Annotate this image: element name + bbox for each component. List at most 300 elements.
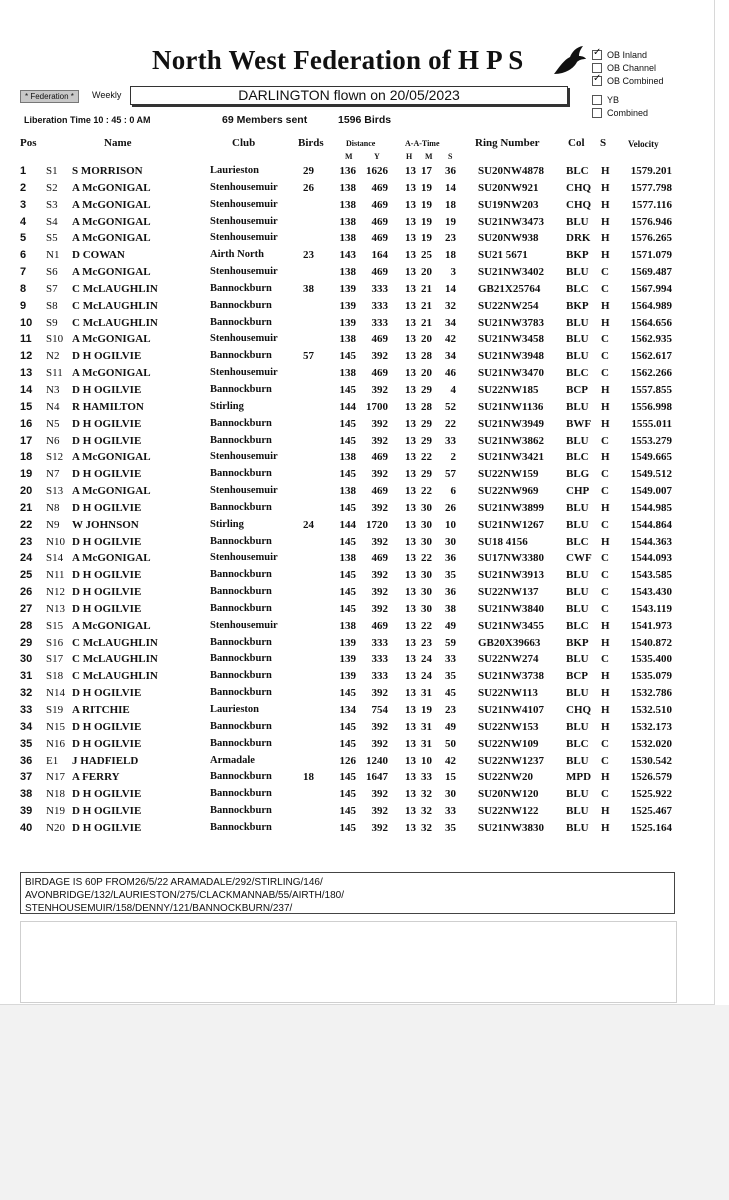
cell-fancier-name: D H OGILVIE	[72, 535, 142, 548]
cell-time-m: 20	[421, 333, 432, 346]
cell-club: Bannockburn	[210, 653, 272, 665]
cell-club: Stenhousemuir	[210, 181, 278, 193]
cell-time-h: 13	[405, 266, 416, 279]
cell-fancier-name: D H OGILVIE	[72, 821, 142, 834]
col-header-ring: Ring Number	[475, 137, 540, 149]
cell-velocity: 1543.119	[631, 602, 672, 615]
cell-velocity: 1576.946	[630, 215, 672, 228]
checkbox-icon	[592, 95, 602, 105]
cell-ring-number: SU21NW3473	[478, 215, 545, 228]
cell-time-m: 30	[421, 602, 432, 615]
cell-distance-yards: 392	[371, 788, 388, 801]
cell-time-s: 4	[450, 383, 456, 396]
cell-time-s: 23	[445, 232, 456, 245]
cell-distance-miles: 145	[339, 383, 356, 396]
cell-time-m: 22	[421, 552, 432, 565]
cell-distance-yards: 469	[371, 198, 388, 211]
cell-time-s: 36	[445, 165, 456, 177]
cell-distance-yards: 333	[371, 316, 388, 329]
cell-fancier-name: A FERRY	[72, 771, 120, 784]
cell-section-code: S18	[46, 670, 64, 683]
cell-pos: 9	[20, 299, 27, 312]
cell-velocity: 1569.487	[630, 266, 672, 279]
cell-distance-yards: 469	[371, 552, 388, 565]
cell-colour: BLU	[566, 501, 589, 514]
cell-time-m: 29	[421, 468, 432, 481]
cell-section-code: S15	[46, 619, 64, 632]
cell-distance-miles: 138	[339, 266, 356, 279]
cell-sex: C	[601, 266, 609, 279]
cell-time-s: 36	[445, 586, 456, 599]
cell-ring-number: SU21NW3948	[478, 350, 545, 363]
cell-time-m: 30	[421, 501, 432, 514]
cell-velocity: 1564.989	[630, 299, 672, 312]
cell-ring-number: SU22NW254	[478, 299, 539, 312]
col-header-col: Col	[568, 137, 585, 149]
cell-pos: 10	[20, 316, 33, 329]
cell-distance-miles: 145	[339, 350, 356, 363]
cell-pos: 20	[20, 485, 33, 498]
cell-birds: 38	[303, 282, 314, 295]
table-row	[0, 483, 714, 500]
table-row	[0, 365, 714, 382]
cell-sex: C	[601, 569, 609, 582]
cell-club: Laurieston	[210, 704, 260, 715]
cell-distance-yards: 469	[371, 333, 388, 346]
cell-ring-number: SU22NW153	[478, 720, 539, 733]
cell-sex: C	[601, 754, 609, 767]
cell-time-m: 21	[421, 316, 432, 329]
cell-distance-yards: 392	[371, 586, 388, 599]
cell-velocity: 1549.665	[630, 451, 672, 464]
cell-pos: 11	[20, 333, 32, 346]
cell-ring-number: SU21NW4107	[478, 704, 545, 716]
cell-distance-miles: 145	[339, 417, 356, 430]
cell-time-s: 32	[445, 299, 456, 312]
cell-time-s: 59	[445, 636, 456, 649]
cell-time-m: 32	[421, 821, 432, 834]
federation-tag: * Federation *	[20, 90, 79, 103]
cell-sex: C	[601, 434, 609, 447]
cell-pos: 36	[20, 754, 33, 767]
cell-time-h: 13	[405, 535, 416, 548]
cell-time-s: 35	[445, 821, 456, 834]
cell-distance-yards: 1647	[366, 771, 388, 784]
cell-section-code: N18	[46, 788, 65, 801]
cell-sex: H	[601, 165, 610, 177]
cell-ring-number: SU21 5671	[478, 249, 528, 262]
cell-colour: CWF	[566, 552, 592, 565]
cell-distance-yards: 469	[371, 451, 388, 464]
cell-ring-number: SU22NW122	[478, 805, 539, 818]
cell-time-s: 50	[445, 737, 456, 750]
table-row	[0, 550, 714, 567]
cell-section-code: N17	[46, 771, 65, 784]
table-row	[0, 517, 714, 534]
cell-velocity: 1544.363	[630, 535, 672, 548]
cell-distance-miles: 134	[339, 704, 356, 716]
cell-time-m: 21	[421, 299, 432, 312]
cell-time-m: 31	[421, 720, 432, 733]
cell-ring-number: SU22NW969	[478, 485, 539, 498]
cell-pos: 3	[20, 198, 27, 211]
table-row	[0, 281, 714, 298]
cell-sex: C	[601, 737, 609, 750]
cell-sex: H	[601, 535, 610, 548]
cell-fancier-name: R HAMILTON	[72, 400, 144, 413]
cell-distance-yards: 392	[371, 501, 388, 514]
birds-sent: 1596 Birds	[338, 114, 392, 126]
cell-velocity: 1567.994	[630, 282, 672, 295]
table-row	[0, 348, 714, 365]
table-row	[0, 500, 714, 517]
cell-club: Bannockburn	[210, 737, 272, 749]
cell-club: Bannockburn	[210, 821, 272, 833]
cell-time-s: 14	[445, 181, 456, 194]
option-1	[592, 61, 664, 74]
cell-distance-yards: 333	[371, 636, 388, 649]
cell-pos: 32	[20, 687, 33, 700]
cell-distance-miles: 139	[339, 653, 356, 666]
cell-colour: BLC	[566, 619, 589, 632]
cell-colour: BKP	[566, 636, 589, 649]
cell-pos: 13	[20, 367, 33, 380]
cell-club: Bannockburn	[210, 417, 272, 429]
cell-pos: 7	[20, 266, 27, 279]
cell-fancier-name: D H OGILVIE	[72, 720, 142, 733]
cell-section-code: S1	[46, 165, 58, 177]
cell-time-m: 29	[421, 434, 432, 447]
cell-colour: BLC	[566, 535, 589, 548]
cell-club: Bannockburn	[210, 602, 272, 614]
cell-time-h: 13	[405, 350, 416, 363]
cell-ring-number: SU20NW921	[478, 181, 539, 194]
cell-colour: BLU	[566, 266, 589, 279]
cell-colour: BKP	[566, 299, 589, 312]
cell-time-m: 31	[421, 737, 432, 750]
cell-distance-miles: 138	[339, 619, 356, 632]
cell-distance-miles: 138	[339, 198, 356, 211]
cell-time-m: 20	[421, 367, 432, 380]
cell-section-code: S19	[46, 704, 64, 716]
cell-club: Bannockburn	[210, 501, 272, 513]
cell-velocity: 1571.079	[630, 249, 672, 262]
cell-ring-number: SU21NW3899	[478, 501, 545, 514]
cell-ring-number: GB20X39663	[478, 636, 541, 649]
cell-velocity: 1577.116	[631, 198, 672, 211]
cell-fancier-name: D H OGILVIE	[72, 586, 142, 599]
cell-ring-number: SU21NW3470	[478, 367, 545, 380]
cell-club: Stirling	[210, 400, 244, 412]
table-row	[0, 668, 714, 685]
cell-ring-number: SU21NW3862	[478, 434, 545, 447]
cell-time-s: 33	[445, 805, 456, 818]
cell-fancier-name: A McGONIGAL	[72, 333, 151, 346]
cell-birds: 23	[303, 249, 314, 262]
cell-colour: BLU	[566, 754, 589, 767]
cell-section-code: N1	[46, 249, 60, 262]
birdage-line: STENHOUSEMUIR/158/DENNY/121/BANNOCKBURN/237/	[25, 903, 293, 914]
cell-time-s: 6	[450, 485, 456, 498]
cell-distance-miles: 145	[339, 569, 356, 582]
cell-distance-yards: 392	[371, 805, 388, 818]
cell-sex: H	[601, 720, 610, 733]
cell-section-code: S17	[46, 653, 64, 666]
cell-fancier-name: A McGONIGAL	[72, 552, 151, 565]
cell-time-m: 19	[421, 181, 432, 194]
cell-time-h: 13	[405, 485, 416, 498]
cell-time-h: 13	[405, 316, 416, 329]
table-row	[0, 214, 714, 231]
cell-section-code: N9	[46, 518, 60, 531]
results-options	[592, 48, 664, 119]
cell-section-code: S9	[46, 316, 58, 329]
cell-colour: BWF	[566, 417, 592, 430]
cell-time-h: 13	[405, 653, 416, 666]
cell-time-h: 13	[405, 670, 416, 683]
option-label: Combined	[607, 107, 649, 118]
cell-fancier-name: A McGONIGAL	[72, 451, 151, 464]
cell-time-s: 35	[445, 569, 456, 582]
cell-time-m: 25	[421, 249, 432, 262]
cell-time-h: 13	[405, 552, 416, 565]
cell-section-code: S14	[46, 552, 64, 565]
cell-time-m: 30	[421, 518, 432, 531]
cell-colour: BCP	[566, 670, 588, 683]
cell-pos: 12	[20, 350, 33, 363]
cell-velocity: 1544.985	[630, 501, 672, 514]
cell-velocity: 1577.798	[630, 181, 672, 194]
cell-colour: BLU	[566, 805, 589, 818]
cell-pos: 23	[20, 535, 33, 548]
col-header-time-s: S	[448, 152, 453, 161]
cell-velocity: 1526.579	[630, 771, 672, 784]
cell-time-m: 21	[421, 282, 432, 295]
col-header-birds: Birds	[298, 137, 324, 149]
cell-ring-number: SU22NW109	[478, 737, 539, 750]
cell-time-m: 33	[421, 771, 432, 784]
cell-time-s: 49	[445, 619, 456, 632]
table-row	[0, 247, 714, 264]
cell-pos: 31	[20, 670, 33, 683]
cell-club: Bannockburn	[210, 670, 272, 682]
cell-sex: H	[601, 316, 610, 329]
cell-distance-yards: 392	[371, 737, 388, 750]
birdage-line: BIRDAGE IS 60P FROM26/5/22 ARAMADALE/292/STIRLING/146/	[25, 877, 323, 888]
cell-pos: 17	[20, 434, 33, 447]
table-row	[0, 534, 714, 551]
cell-pos: 30	[20, 653, 33, 666]
cell-pos: 27	[20, 602, 33, 615]
cell-pos: 1	[20, 165, 27, 177]
cell-time-h: 13	[405, 181, 416, 194]
table-row	[0, 635, 714, 652]
cell-fancier-name: D H OGILVIE	[72, 501, 142, 514]
cell-distance-yards: 469	[371, 181, 388, 194]
cell-section-code: N13	[46, 602, 65, 615]
col-header-time: A-A-Time	[405, 139, 440, 148]
cell-time-s: 3	[450, 266, 456, 279]
cell-distance-miles: 139	[339, 316, 356, 329]
cell-velocity: 1543.585	[630, 569, 672, 582]
cell-velocity: 1543.430	[630, 586, 672, 599]
cell-colour: BLU	[566, 518, 589, 531]
cell-sex: H	[601, 501, 610, 514]
cell-distance-miles: 138	[339, 367, 356, 380]
table-row	[0, 180, 714, 197]
cell-time-m: 32	[421, 805, 432, 818]
cell-section-code: N4	[46, 400, 60, 413]
col-header-club: Club	[232, 137, 256, 149]
cell-club: Stenhousemuir	[210, 552, 278, 564]
cell-distance-miles: 136	[339, 165, 356, 177]
cell-time-s: 38	[445, 602, 456, 615]
cell-ring-number: SU21NW3421	[478, 451, 545, 464]
cell-distance-miles: 138	[339, 451, 356, 464]
cell-ring-number: SU21NW1267	[478, 518, 545, 531]
cell-distance-yards: 392	[371, 720, 388, 733]
cell-pos: 14	[20, 383, 33, 396]
cell-ring-number: SU21NW3840	[478, 602, 545, 615]
cell-club: Stirling	[210, 518, 244, 530]
cell-distance-yards: 469	[371, 485, 388, 498]
cell-distance-yards: 469	[371, 367, 388, 380]
cell-time-m: 22	[421, 451, 432, 464]
cell-colour: BLU	[566, 333, 589, 346]
table-row	[0, 331, 714, 348]
cell-time-m: 23	[421, 636, 432, 649]
option-3	[592, 93, 664, 106]
results-table	[0, 163, 714, 837]
cell-distance-miles: 145	[339, 468, 356, 481]
table-row	[0, 382, 714, 399]
cell-fancier-name: C McLAUGHLIN	[72, 299, 158, 312]
cell-velocity: 1579.201	[630, 165, 672, 177]
cell-colour: BLC	[566, 451, 589, 464]
option-2	[592, 74, 664, 87]
cell-club: Bannockburn	[210, 569, 272, 581]
cell-time-h: 13	[405, 788, 416, 801]
cell-fancier-name: C McLAUGHLIN	[72, 670, 158, 683]
cell-time-m: 19	[421, 704, 432, 716]
cell-distance-miles: 138	[339, 333, 356, 346]
cell-fancier-name: J HADFIELD	[72, 754, 139, 767]
cell-velocity: 1549.007	[630, 485, 672, 498]
cell-fancier-name: A McGONIGAL	[72, 198, 151, 211]
cell-sex: C	[601, 282, 609, 295]
cell-distance-yards: 392	[371, 569, 388, 582]
cell-sex: H	[601, 704, 610, 716]
cell-sex: H	[601, 417, 610, 430]
cell-time-h: 13	[405, 720, 416, 733]
cell-distance-miles: 144	[339, 518, 356, 531]
cell-time-m: 30	[421, 586, 432, 599]
cell-time-m: 20	[421, 266, 432, 279]
cell-time-h: 13	[405, 249, 416, 262]
cell-distance-miles: 144	[339, 400, 356, 413]
table-row	[0, 719, 714, 736]
cell-sex: C	[601, 788, 609, 801]
table-row	[0, 163, 714, 180]
table-row	[0, 567, 714, 584]
cell-sex: C	[601, 333, 609, 346]
cell-club: Stenhousemuir	[210, 485, 278, 497]
cell-colour: BLU	[566, 316, 589, 329]
cell-time-h: 13	[405, 737, 416, 750]
cell-distance-yards: 1240	[366, 754, 388, 767]
cell-distance-miles: 126	[339, 754, 356, 767]
cell-time-s: 22	[445, 417, 456, 430]
cell-sex: C	[601, 586, 609, 599]
cell-club: Bannockburn	[210, 535, 272, 547]
cell-velocity: 1525.467	[630, 805, 672, 818]
cell-distance-miles: 145	[339, 602, 356, 615]
cell-velocity: 1544.864	[630, 518, 672, 531]
cell-sex: C	[601, 602, 609, 615]
cell-sex: C	[601, 653, 609, 666]
cell-time-h: 13	[405, 468, 416, 481]
cell-pos: 28	[20, 619, 33, 632]
cell-time-s: 30	[445, 788, 456, 801]
cell-club: Bannockburn	[210, 434, 272, 446]
cell-time-m: 30	[421, 569, 432, 582]
cell-section-code: N2	[46, 350, 60, 363]
cell-time-m: 30	[421, 535, 432, 548]
cell-time-h: 13	[405, 754, 416, 767]
cell-sex: H	[601, 400, 610, 413]
cell-club: Stenhousemuir	[210, 215, 278, 227]
cell-club: Armadale	[210, 754, 255, 766]
cell-velocity: 1555.011	[631, 417, 672, 430]
table-row	[0, 399, 714, 416]
table-row	[0, 651, 714, 668]
cell-velocity: 1525.922	[630, 788, 672, 801]
cell-fancier-name: D H OGILVIE	[72, 434, 142, 447]
cell-birds: 57	[303, 350, 314, 363]
table-row	[0, 433, 714, 450]
cell-time-s: 45	[445, 687, 456, 700]
cell-distance-yards: 333	[371, 653, 388, 666]
cell-velocity: 1557.855	[630, 383, 672, 396]
cell-colour: BLC	[566, 282, 589, 295]
cell-sex: C	[601, 552, 609, 565]
cell-colour: BLU	[566, 821, 589, 834]
cell-distance-miles: 145	[339, 434, 356, 447]
cell-section-code: S11	[46, 367, 63, 380]
cell-birds: 18	[303, 771, 314, 784]
cell-pos: 18	[20, 451, 33, 464]
cell-distance-yards: 392	[371, 602, 388, 615]
cell-fancier-name: D H OGILVIE	[72, 602, 142, 615]
cell-fancier-name: A RITCHIE	[72, 704, 130, 716]
cell-section-code: N19	[46, 805, 65, 818]
cell-time-s: 42	[445, 754, 456, 767]
cell-time-m: 22	[421, 619, 432, 632]
cell-colour: BCP	[566, 383, 588, 396]
table-row	[0, 803, 714, 820]
cell-club: Bannockburn	[210, 788, 272, 800]
cell-pos: 34	[20, 720, 33, 733]
cell-velocity: 1553.279	[630, 434, 672, 447]
cell-fancier-name: D H OGILVIE	[72, 383, 142, 396]
cell-time-s: 57	[445, 468, 456, 481]
cell-ring-number: SU20NW938	[478, 232, 539, 245]
cell-club: Bannockburn	[210, 771, 272, 783]
cell-pos: 22	[20, 518, 33, 531]
cell-colour: DRK	[566, 232, 591, 245]
cell-colour: BLC	[566, 367, 589, 380]
cell-club: Bannockburn	[210, 316, 272, 328]
